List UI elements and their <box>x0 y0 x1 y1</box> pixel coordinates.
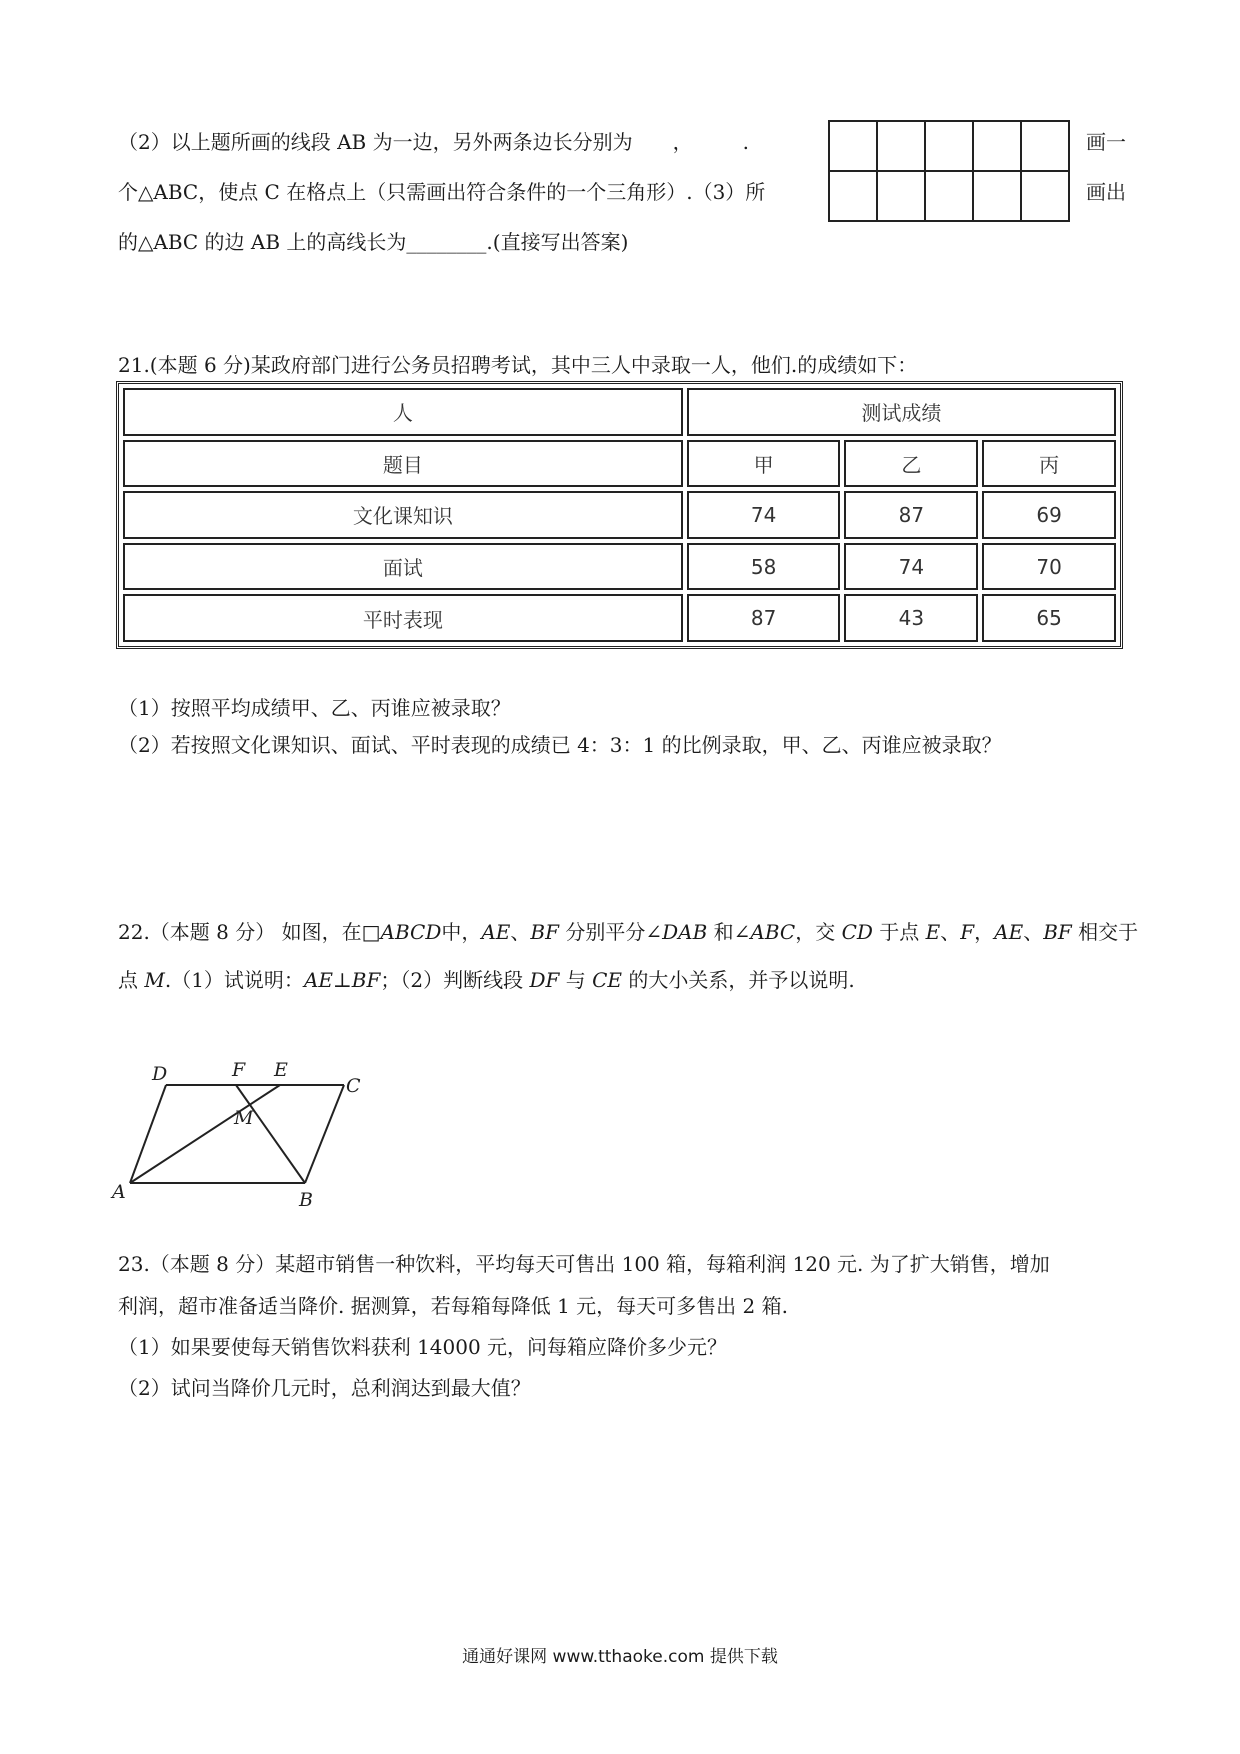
table-cell: 74 <box>844 543 978 591</box>
q23-sub2: （2）试问当降价几元时，总利润达到最大值？ <box>118 1376 531 1400</box>
table-row <box>123 543 1116 591</box>
row-name: 文化课知识 <box>123 491 683 539</box>
header-person: 人 <box>123 388 683 436</box>
label-E: E <box>274 1059 288 1081</box>
candidate-header: 乙 <box>844 440 978 488</box>
grid-figure <box>828 120 1070 222</box>
table-cell: 87 <box>687 594 841 642</box>
table-cell: 70 <box>982 543 1116 591</box>
q21-intro: 21.(本题 6 分)某政府部门进行公务员招聘考试，其中三人中录取一人，他们.的成绩如下： <box>118 353 918 377</box>
q22-line1: 22.（本题 8 分） 如图，在□ABCD中，AE、BF 分别平分∠DAB 和∠ABC，交 CD 于点 E、F，AE、BF 相交于 <box>118 920 1139 944</box>
label-F: F <box>232 1059 246 1081</box>
q21-sub1: （1）按照平均成绩甲、乙、丙谁应被录取？ <box>118 696 511 720</box>
candidate-header: 丙 <box>982 440 1116 488</box>
q23-line1: 23.（本题 8 分）某超市销售一种饮料，平均每天可售出 100 箱，每箱利润 120 元. 为了扩大销售，增加 <box>118 1252 1050 1276</box>
table-cell: 65 <box>982 594 1116 642</box>
table-cell: 74 <box>687 491 841 539</box>
candidate-header: 甲 <box>687 440 841 488</box>
page-footer: 通通好课网 www.tthaoke.com 提供下载 <box>462 1647 778 1667</box>
label-D: D <box>152 1063 168 1085</box>
q20-side2: 画出 <box>1086 180 1126 204</box>
q20-side1: 画一 <box>1086 130 1126 154</box>
table-cell: 69 <box>982 491 1116 539</box>
q20-line2: 个△ABC，使点 C 在格点上（只需画出符合条件的一个三角形）.（3）所 <box>118 180 766 204</box>
subject-label: 题目 <box>123 440 683 488</box>
q21-sub2: （2）若按照文化课知识、面试、平时表现的成绩已 4：3：1 的比例录取，甲、乙、丙谁应被录取？ <box>118 733 1002 757</box>
parallelogram-figure <box>108 1052 368 1212</box>
label-C: C <box>346 1075 361 1097</box>
score-table <box>116 381 1123 649</box>
q23-sub1: （1）如果要使每天销售饮料获利 14000 元，问每箱应降价多少元？ <box>118 1335 728 1359</box>
q23-line2: 利润，超市准备适当降价. 据测算，若每箱每降低 1 元，每天可多售出 2 箱. <box>118 1294 788 1318</box>
label-B: B <box>299 1189 313 1211</box>
label-A: A <box>112 1181 126 1203</box>
q20-line1: （2）以上题所画的线段 AB 为一边，另外两条边长分别为 ， . <box>118 130 749 154</box>
row-name: 平时表现 <box>123 594 683 642</box>
table-row <box>123 594 1116 642</box>
q20-line3: 的△ABC 的边 AB 上的高线长为________.(直接写出答案) <box>118 230 629 254</box>
table-row <box>123 491 1116 539</box>
table-cell: 58 <box>687 543 841 591</box>
label-M: M <box>234 1107 254 1129</box>
row-name: 面试 <box>123 543 683 591</box>
table-cell: 87 <box>844 491 978 539</box>
header-score: 测试成绩 <box>687 388 1116 436</box>
table-cell: 43 <box>844 594 978 642</box>
q22-line2: 点 M.（1）试说明：AE⊥BF；（2）判断线段 DF 与 CE 的大小关系，并予以说明. <box>118 968 855 992</box>
